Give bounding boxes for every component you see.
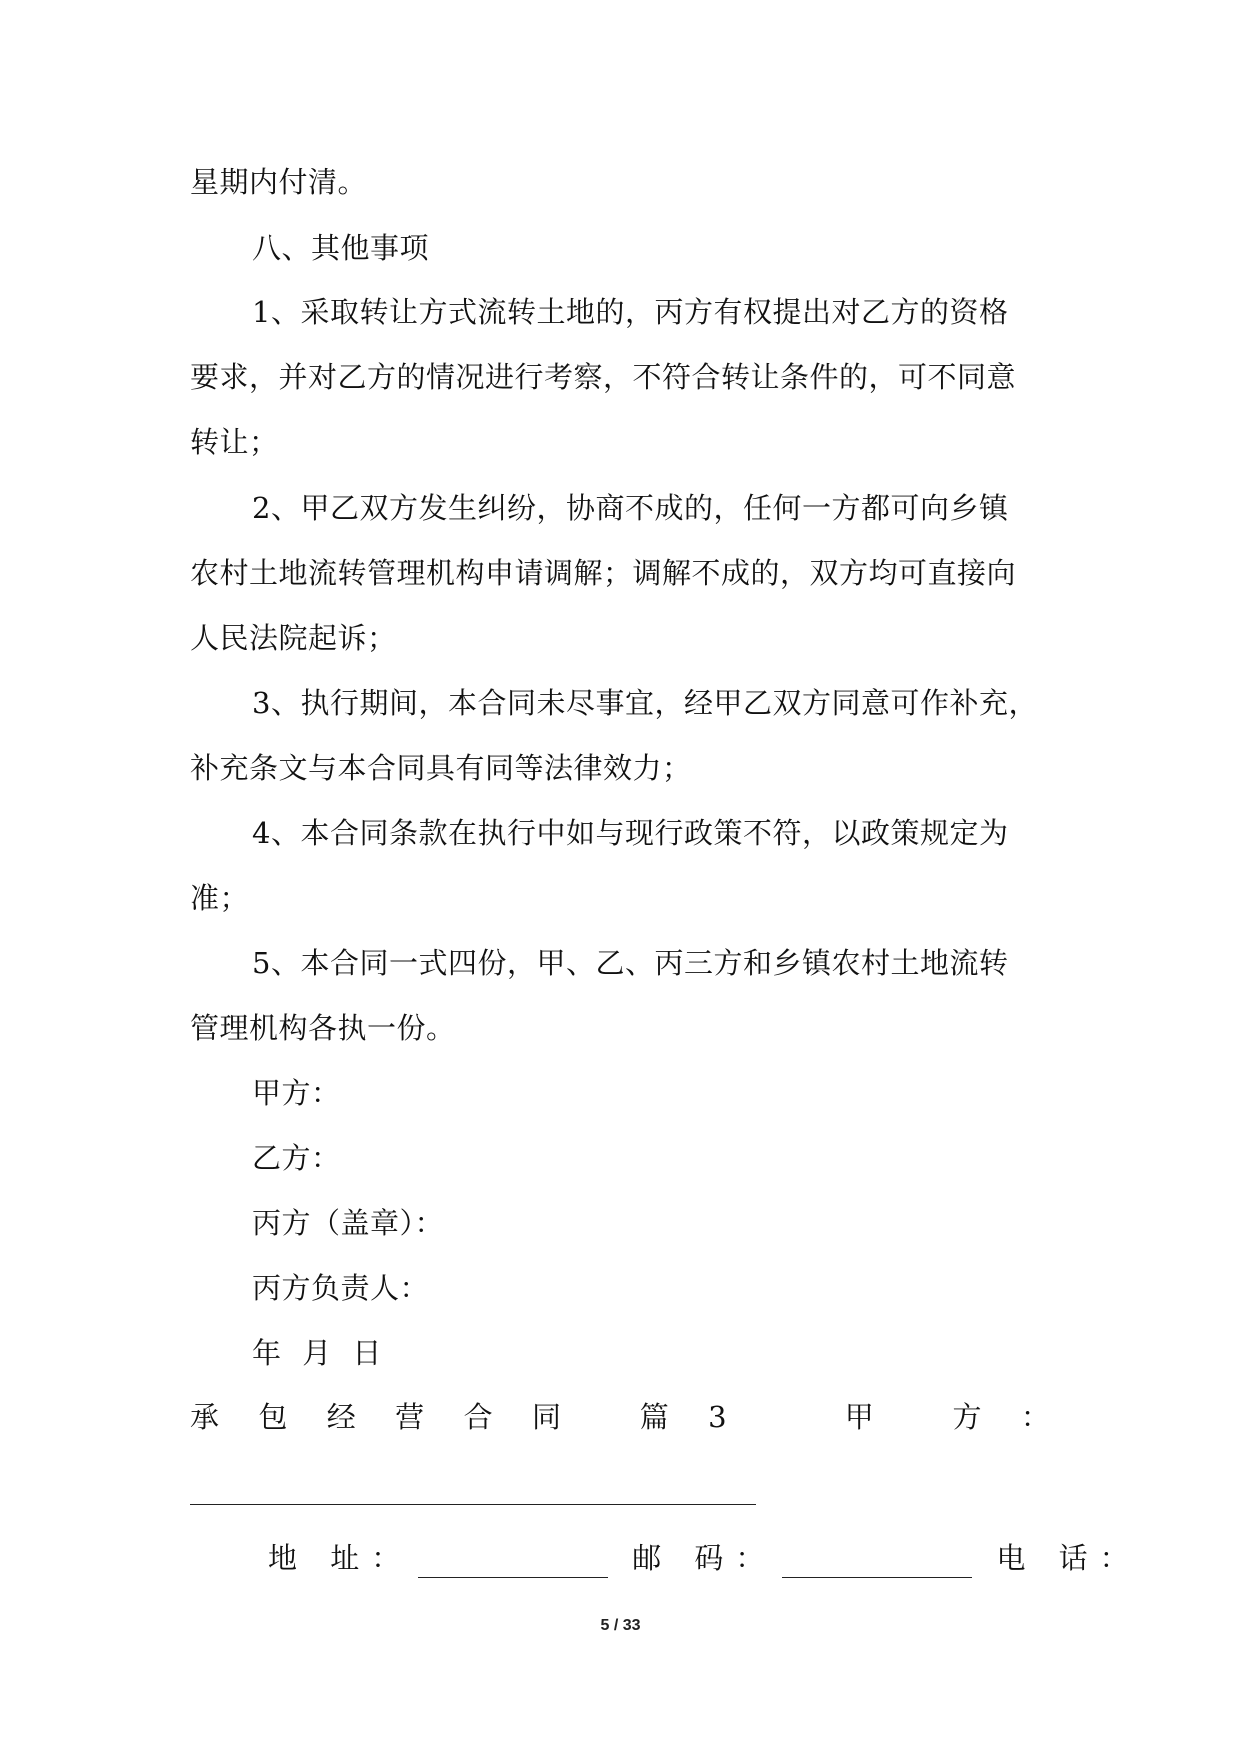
paragraph-line: 农村土地流转管理机构申请调解；调解不成的，双方均可直接向 bbox=[190, 556, 1017, 590]
paragraph-line: 3、执行期间，本合同未尽事宜，经甲乙双方同意可作补充， bbox=[252, 686, 1038, 720]
title-char: 方 bbox=[952, 1400, 982, 1434]
party-a-blank-line bbox=[190, 1504, 756, 1505]
paragraph-line: 5、本合同一式四份，甲、乙、丙三方和乡镇农村土地流转 bbox=[252, 946, 1009, 980]
paragraph-line: 2、甲乙双方发生纠纷，协商不成的，任何一方都可向乡镇 bbox=[252, 491, 1009, 525]
title-char: 3 bbox=[708, 1400, 727, 1434]
title-char: 篇 bbox=[639, 1400, 669, 1434]
title-char: 同 bbox=[531, 1400, 561, 1434]
title-char: 经 bbox=[326, 1400, 356, 1434]
title-char: ： bbox=[1020, 1400, 1050, 1434]
paragraph-line: 补充条文与本合同具有同等法律效力； bbox=[190, 751, 692, 785]
paragraph-line: 管理机构各执一份。 bbox=[190, 1011, 456, 1045]
title-char: 营 bbox=[395, 1400, 425, 1434]
title-char: 承 bbox=[190, 1400, 220, 1434]
paragraph-line: 星期内付清。 bbox=[190, 165, 368, 199]
address-blank bbox=[418, 1549, 608, 1578]
signature-party-a: 甲方： bbox=[252, 1076, 341, 1110]
paragraph-line: 准； bbox=[190, 881, 250, 915]
address-label: 地 址： bbox=[268, 1541, 413, 1575]
phone-label: 电 话： bbox=[996, 1541, 1141, 1575]
title-char: 甲 bbox=[844, 1400, 874, 1434]
signature-party-c-head: 丙方负责人： bbox=[252, 1271, 430, 1305]
paragraph-line: 人民法院起诉； bbox=[190, 621, 397, 655]
paragraph-line: 要求，并对乙方的情况进行考察，不符合转让条件的，可不同意 bbox=[190, 360, 1017, 394]
paragraph-line: 1、采取转让方式流转土地的，丙方有权提出对乙方的资格 bbox=[252, 295, 1009, 329]
signature-party-c-seal: 丙方（盖章）： bbox=[252, 1206, 445, 1240]
title-char: 合 bbox=[463, 1400, 493, 1434]
signature-party-b: 乙方： bbox=[252, 1141, 341, 1175]
signature-date: 年 月 日 bbox=[252, 1336, 388, 1370]
page-number: 5 / 33 bbox=[600, 1617, 641, 1634]
paragraph-line: 转让； bbox=[190, 425, 279, 459]
next-section-title bbox=[190, 1397, 1050, 1437]
postcode-blank bbox=[782, 1549, 972, 1578]
section-heading: 八、其他事项 bbox=[252, 231, 430, 265]
title-char: 包 bbox=[258, 1400, 288, 1434]
paragraph-line: 4、本合同条款在执行中如与现行政策不符，以政策规定为 bbox=[252, 816, 1009, 850]
postcode-label: 邮 码： bbox=[632, 1541, 777, 1575]
contact-row bbox=[268, 1538, 1141, 1578]
